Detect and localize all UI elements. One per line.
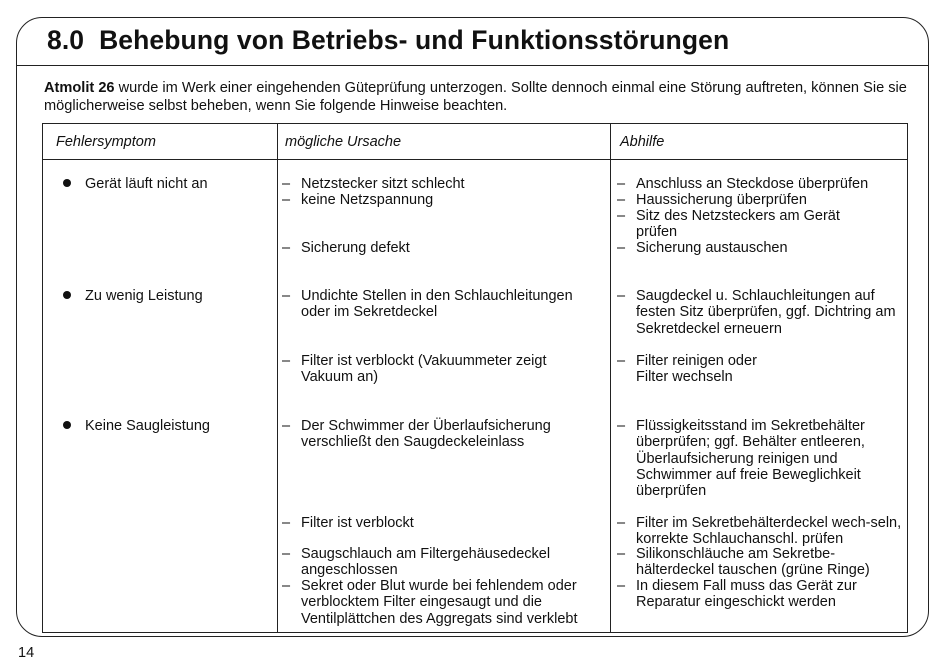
intro-text: wurde im Werk einer eingehenden Güteprüfung unterzogen. Sollte dennoch einmal eine Störung auftreten, können Sie sie möglicherweise selbst beheben, wenn Sie folgende Hinweise beachten. <box>44 80 907 114</box>
bullet-icon <box>63 291 71 299</box>
page-number: 14 <box>18 645 35 661</box>
remedy-item: – In diesem Fall muss das Gerät zur Reparatur eingeschickt werden <box>617 578 857 611</box>
bullet-icon <box>63 179 71 187</box>
remedy-item: – Sicherung austauschen <box>617 240 788 256</box>
header-divider <box>43 159 907 160</box>
title-divider <box>17 65 928 66</box>
cause-item: – Filter ist verblockt (Vakuummeter zeigt Vakuum an) <box>282 353 547 386</box>
remedy-item: – Anschluss an Steckdose überprüfen <box>617 176 869 192</box>
column-divider <box>277 124 278 632</box>
symptom-item: Zu wenig Leistung <box>63 288 203 304</box>
remedy-item: – Filter im Sekretbehälterdeckel wech-seln, korrekte Schlauchanschl. prüfen <box>617 515 902 548</box>
bullet-icon <box>63 421 71 429</box>
troubleshooting-table <box>42 123 908 633</box>
remedy-item: – Silikonschläuche am Sekretbe-hälterdeckel tauschen (grüne Ringe) <box>617 546 870 579</box>
header-symptom: Fehlersymptom <box>56 134 156 150</box>
header-remedy: Abhilfe <box>620 134 665 150</box>
page-title: 8.0 Behebung von Betriebs- und Funktionsstörungen <box>47 25 730 55</box>
cause-item: – Sicherung defekt <box>282 240 410 256</box>
remedy-item: – Sitz des Netzsteckers am Gerät prüfen <box>617 208 840 241</box>
remedy-item: – Filter reinigen oder Filter wechseln <box>617 353 757 386</box>
header-cause: mögliche Ursache <box>285 134 402 150</box>
symptom-item: Gerät läuft nicht an <box>63 176 208 192</box>
remedy-item: – Flüssigkeitsstand im Sekretbehälter überprüfen; ggf. Behälter entleeren, Überlaufsicherung reinigen und Schwimmer auf freie Beweglichkeit überprüfen <box>617 418 865 500</box>
cause-item: – keine Netzspannung <box>282 192 434 208</box>
cause-item: – Sekret oder Blut wurde bei fehlendem oder verblocktem Filter eingesaugt und die Ventilplättchen des Aggregats sind verklebt <box>282 578 578 627</box>
cause-item: – Filter ist verblockt <box>282 515 414 531</box>
cause-item: – Saugschlauch am Filtergehäusedeckel angeschlossen <box>282 546 551 579</box>
remedy-item: – Saugdeckel u. Schlauchleitungen auf festen Sitz überprüfen, ggf. Dichtring am Sekretdeckel erneuern <box>617 288 896 337</box>
product-name: Atmolit 26 <box>44 80 115 96</box>
cause-item: – Undichte Stellen in den Schlauchleitungen oder im Sekretdeckel <box>282 288 573 321</box>
cause-item: – Der Schwimmer der Überlaufsicherung verschließt den Saugdeckeleinlass <box>282 418 551 451</box>
cause-item: – Netzstecker sitzt schlecht <box>282 176 465 192</box>
symptom-item: Keine Saugleistung <box>63 418 210 434</box>
intro-paragraph <box>44 79 924 115</box>
remedy-item: – Haussicherung überprüfen <box>617 192 807 208</box>
